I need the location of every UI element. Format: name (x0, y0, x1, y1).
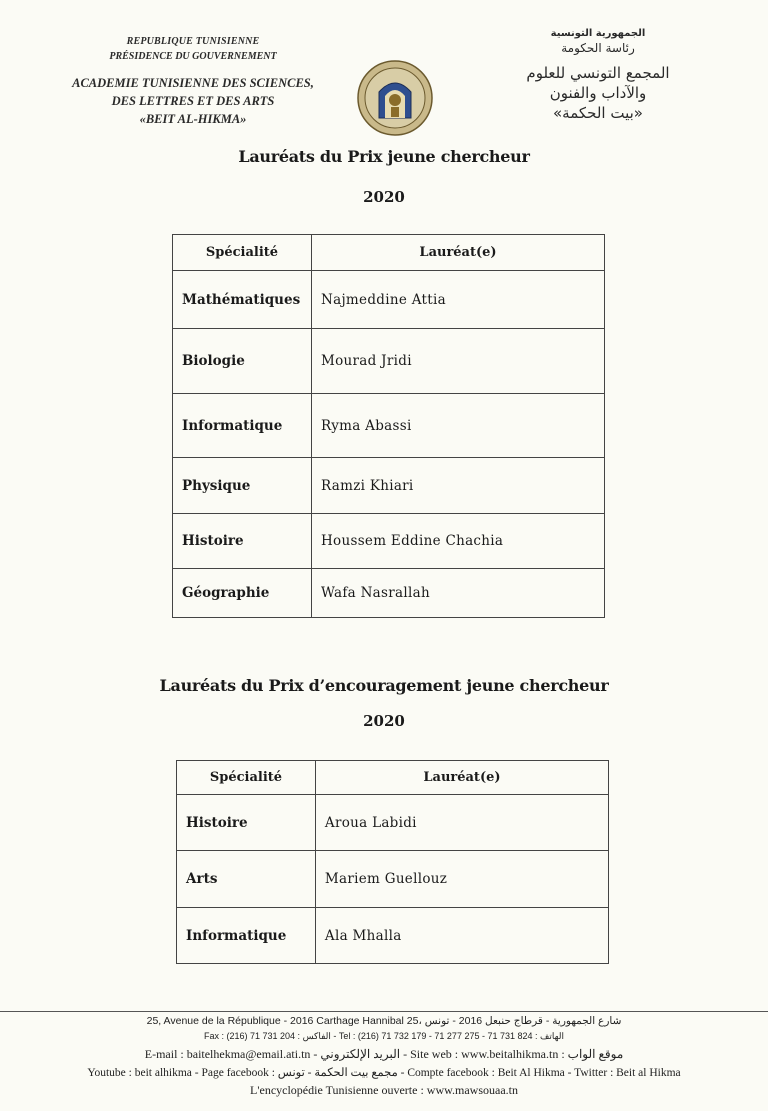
column-header-specialite: Spécialité (173, 235, 312, 271)
table-row (177, 795, 609, 851)
table-header-row (173, 235, 605, 271)
header-right-block (478, 28, 718, 123)
specialite-cell: Géographie (173, 569, 312, 618)
footer-encyclopedia: L'encyclopédie Tunisienne ouverte : www.mawsouaa.tn (250, 1083, 518, 1097)
laureat-cell: Wafa Nasrallah (311, 569, 604, 618)
presidency-label-ar: رئاسة الحكومة (561, 41, 635, 55)
specialite-cell: Histoire (177, 795, 316, 851)
specialite-cell: Physique (173, 458, 312, 514)
table-row (173, 569, 605, 618)
laureates-table-2 (176, 760, 609, 964)
table-row (177, 851, 609, 908)
column-header-laureat: Lauréat(e) (315, 761, 608, 795)
academy-name: ACADEMIE TUNISIENNE DES SCIENCES, DES LETTRES ET DES ARTS «BEIT AL-HIKMA» (72, 76, 314, 126)
table-row (173, 271, 605, 329)
table-row (173, 329, 605, 394)
footer-social: Youtube : beit alhikma - Page facebook : مجمع بيت الحكمة - تونس - Compte facebook : Beit Al Hikma - Twitter : Beit al Hikma (87, 1067, 681, 1079)
table-row (173, 514, 605, 569)
academy-name-ar: المجمع التونسي للعلوم والآداب والفنون «بيت الحكمة» (526, 64, 670, 122)
footer-email: E-mail : baitelhekma@email.ati.tn - البريد الإلكتروني - Site web : www.beitalhikma.tn : موقع الواب (144, 1047, 624, 1061)
section1-title: Lauréats du Prix jeune chercheur (238, 147, 530, 166)
laureat-cell: Mariem Guellouz (315, 851, 608, 908)
laureat-cell: Ala Mhalla (315, 908, 608, 964)
specialite-cell: Mathématiques (173, 271, 312, 329)
specialite-cell: Biologie (173, 329, 312, 394)
column-header-specialite: Spécialité (177, 761, 316, 795)
republic-label: REPUBLIQUE TUNISIENNE (126, 36, 260, 47)
table-row (177, 908, 609, 964)
laureat-cell: Ryma Abassi (311, 394, 604, 458)
republic-label-ar: الجمهورية التونسية (550, 28, 646, 39)
laureat-cell: Ramzi Khiari (311, 458, 604, 514)
presidency-label: PRÉSIDENCE DU GOUVERNEMENT (109, 51, 277, 62)
section2-year: 2020 (363, 712, 405, 730)
laureat-cell: Houssem Eddine Chachia (311, 514, 604, 569)
table-row (173, 394, 605, 458)
specialite-cell: Histoire (173, 514, 312, 569)
table-row (173, 458, 605, 514)
specialite-cell: Informatique (177, 908, 316, 964)
footer-address: 25, Avenue de la République - 2016 Carthage Hannibal 25، شارع الجمهورية - قرطاج حنبعل 2016 - تونس (146, 1015, 622, 1027)
academy-seal-icon (357, 60, 433, 136)
section1-year: 2020 (363, 188, 405, 206)
table-header-row (177, 761, 609, 795)
laureates-table-1 (172, 234, 605, 618)
laureat-cell: Aroua Labidi (315, 795, 608, 851)
footer-phone: Fax : (216) 71 731 204 : الفاكس - Tel : (216) 71 732 179 - 71 277 275 - 71 731 824 : الهاتف (204, 1031, 564, 1041)
column-header-laureat: Lauréat(e) (311, 235, 604, 271)
laureat-cell: Mourad Jridi (311, 329, 604, 394)
specialite-cell: Informatique (173, 394, 312, 458)
specialite-cell: Arts (177, 851, 316, 908)
laureat-cell: Najmeddine Attia (311, 271, 604, 329)
header-left-block (48, 36, 338, 128)
footer-divider (0, 1011, 768, 1012)
section2-title: Lauréats du Prix d’encouragement jeune chercheur (159, 676, 609, 695)
